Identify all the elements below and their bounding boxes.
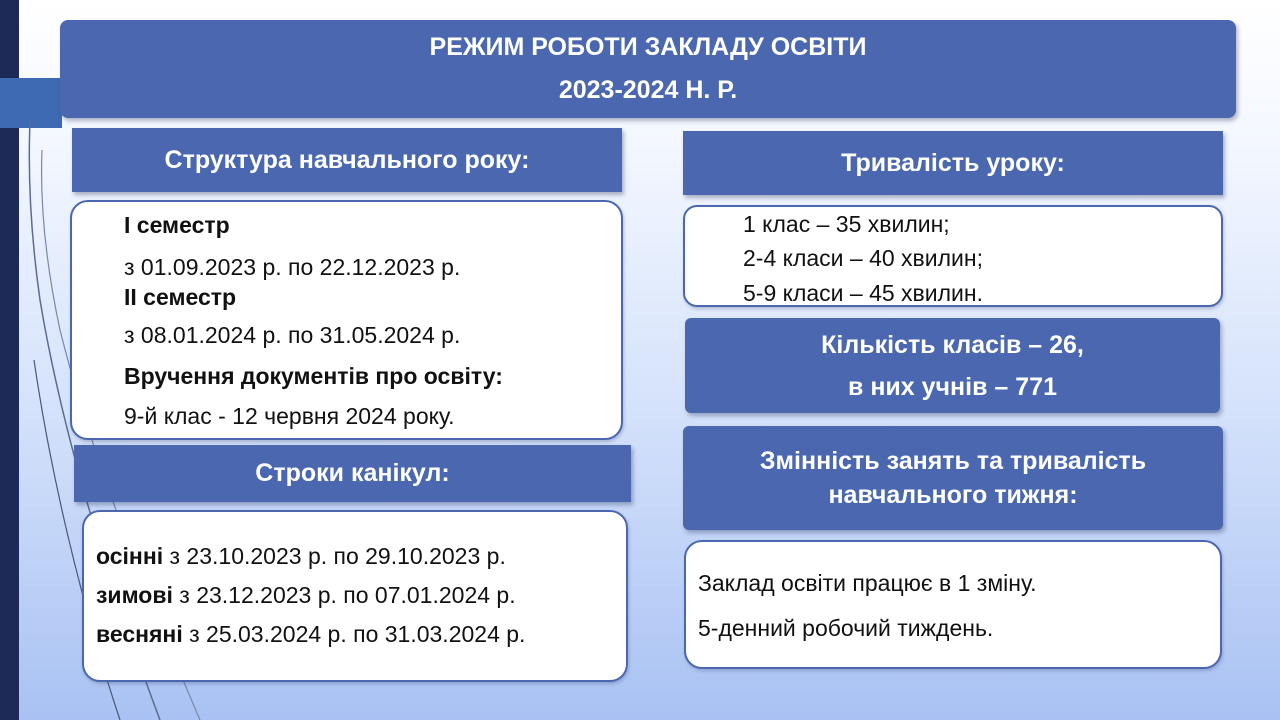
lesson-duration-header: Тривалість уроку: xyxy=(683,131,1223,195)
shifts-header-line-1: Змінність занять та тривалість xyxy=(759,447,1147,475)
shifts-header-line-2: навчального тижня: xyxy=(828,481,1078,509)
class-count-box xyxy=(685,318,1220,413)
holiday-season: зимові xyxy=(96,582,173,608)
title-line-1: РЕЖИМ РОБОТИ ЗАКЛАДУ ОСВІТИ xyxy=(429,33,867,61)
student-count: в них учнів – 771 xyxy=(848,372,1057,401)
holidays-header: Строки канікул: xyxy=(74,445,631,502)
shifts-line: Заклад освіти працює в 1 зміну. xyxy=(698,570,1037,596)
structure-panel xyxy=(70,200,623,440)
holiday-row xyxy=(96,621,525,648)
semester-1-label: І семестр xyxy=(124,212,230,238)
documents-text: 9-й клас - 12 червня 2024 року. xyxy=(124,403,455,429)
page-title xyxy=(60,20,1236,118)
shifts-panel xyxy=(684,540,1222,669)
shifts-header xyxy=(683,426,1223,530)
structure-header: Структура навчального року: xyxy=(72,128,622,192)
holiday-dates: з 25.03.2024 р. по 31.03.2024 р. xyxy=(182,621,526,647)
lesson-duration-panel xyxy=(683,205,1223,307)
holiday-season: весняні xyxy=(96,621,183,647)
holidays-panel xyxy=(82,510,628,682)
holiday-row xyxy=(96,543,506,570)
title-line-2: 2023-2024 Н. Р. xyxy=(558,76,738,104)
lesson-duration-line: 2-4 класи – 40 хвилин; xyxy=(743,245,983,271)
lesson-duration-line: 5-9 класи – 45 хвилин. xyxy=(743,280,983,306)
semester-2-dates: з 08.01.2024 р. по 31.05.2024 р. xyxy=(124,322,461,348)
shifts-line: 5-денний робочий тиждень. xyxy=(698,615,994,641)
class-count: Кількість класів – 26, xyxy=(821,330,1084,359)
holiday-season: осінні xyxy=(96,543,164,569)
holiday-row xyxy=(96,582,516,609)
semester-2-label: ІІ семестр xyxy=(124,284,237,310)
holiday-dates: з 23.12.2023 р. по 07.01.2024 р. xyxy=(172,582,516,608)
holiday-dates: з 23.10.2023 р. по 29.10.2023 р. xyxy=(163,543,506,569)
semester-1-dates: з 01.09.2023 р. по 22.12.2023 р. xyxy=(124,254,461,280)
documents-label: Вручення документів про освіту: xyxy=(124,363,503,389)
lesson-duration-line: 1 клас – 35 хвилин; xyxy=(743,211,950,237)
